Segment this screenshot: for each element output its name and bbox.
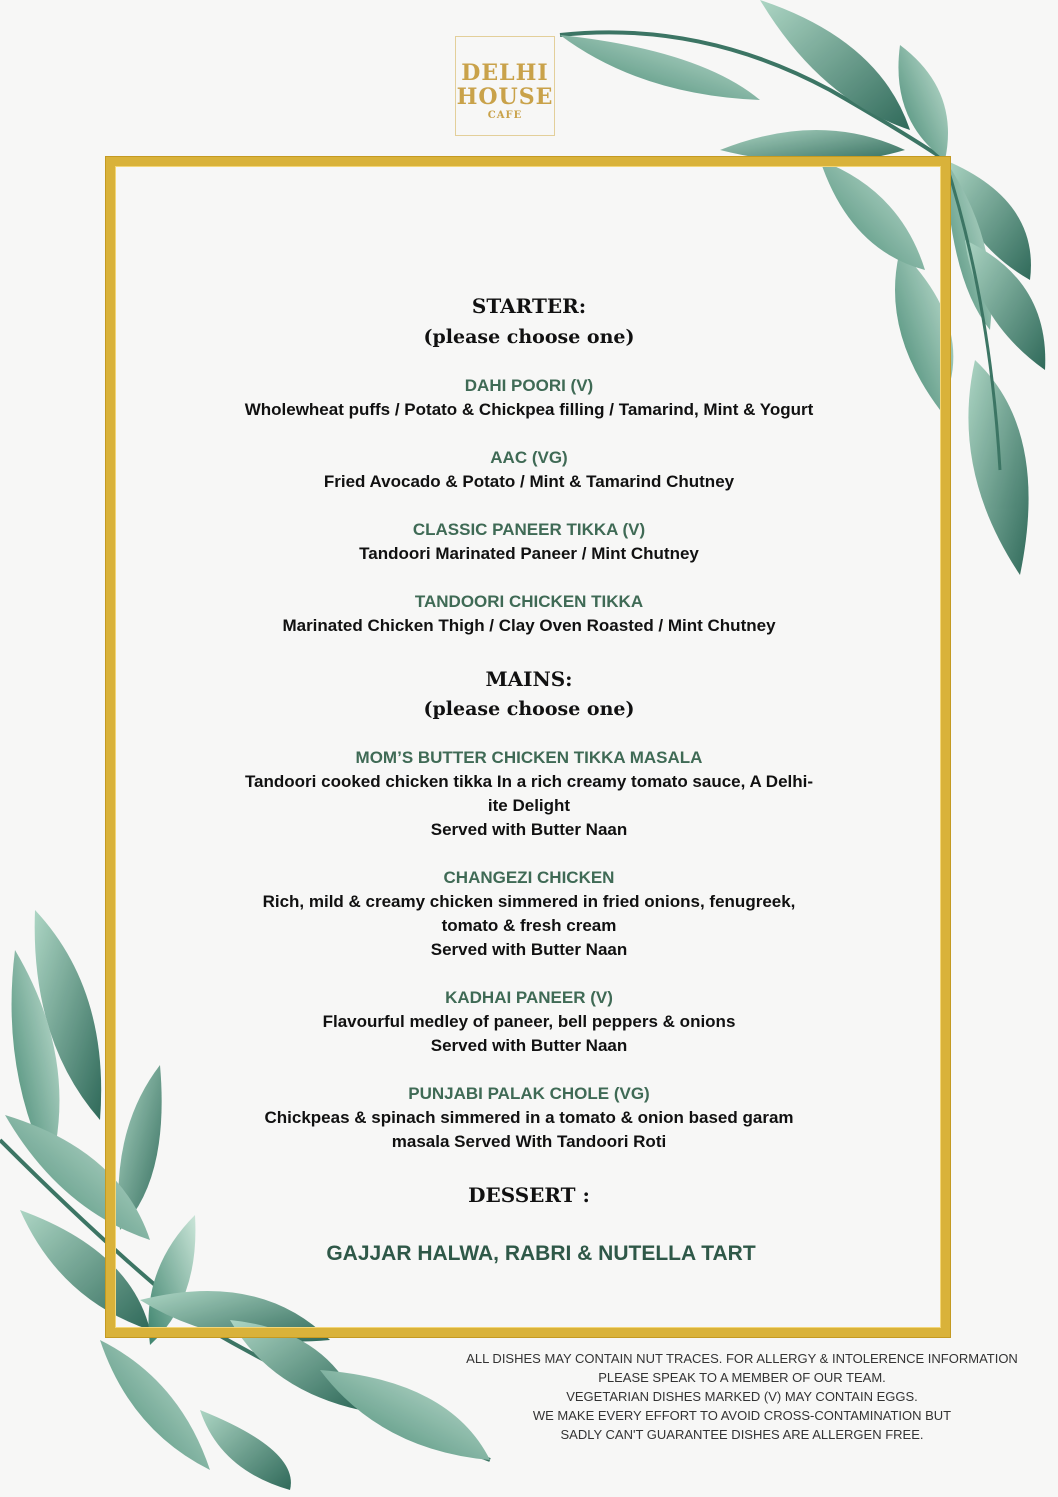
mains-item-desc: Chickpeas & spinach simmered in a tomato & onion based garam: [264, 1108, 794, 1127]
allergy-footer: [440, 1349, 1044, 1444]
logo-line-3: CAFE: [487, 110, 523, 121]
mains-item-desc: masala Served With Tandoori Roti: [391, 1132, 667, 1151]
mains-item-desc: Served with Butter Naan: [430, 1036, 628, 1055]
mains-item-name: CHANGEZI CHICKEN: [443, 868, 615, 887]
footer-line: PLEASE SPEAK TO A MEMBER OF OUR TEAM.: [598, 1370, 886, 1385]
starter-item-desc: Tandoori Marinated Paneer / Mint Chutney: [359, 544, 699, 563]
mains-item-desc: Served with Butter Naan: [430, 820, 628, 839]
mains-item-name: MOM’S BUTTER CHICKEN TIKKA MASALA: [355, 748, 703, 767]
footer-line: SADLY CAN'T GUARANTEE DISHES ARE ALLERGEN FREE.: [560, 1427, 924, 1442]
mains-item-desc: Served with Butter Naan: [430, 940, 628, 959]
mains-item-name: PUNJABI PALAK CHOLE (VG): [408, 1084, 650, 1103]
footer-line: ALL DISHES MAY CONTAIN NUT TRACES. FOR ALLERGY & INTOLERENCE INFORMATION: [466, 1351, 1018, 1366]
mains-item-desc: Flavourful medley of paneer, bell peppers & onions: [322, 1012, 736, 1031]
starter-item-name: AAC (VG): [490, 448, 568, 467]
mains-heading: MAINS:: [485, 667, 573, 691]
mains-item-desc: Rich, mild & creamy chicken simmered in fried onions, fenugreek,: [262, 892, 796, 911]
dessert-heading: DESSERT :: [468, 1183, 590, 1207]
starter-item-desc: Fried Avocado & Potato / Mint & Tamarind Chutney: [323, 472, 735, 491]
starter-subheading: (please choose one): [423, 326, 635, 348]
mains-item-desc: tomato & fresh cream: [441, 916, 617, 935]
starter-heading: STARTER:: [471, 294, 587, 318]
starter-item-name: CLASSIC PANEER TIKKA (V): [412, 520, 646, 539]
starter-item-desc: Marinated Chicken Thigh / Clay Oven Roasted / Mint Chutney: [282, 616, 776, 635]
logo-line-2: HOUSE: [456, 84, 554, 110]
mains-subheading: (please choose one): [423, 698, 635, 720]
mains-item-desc: ite Delight: [487, 796, 571, 815]
logo-line-1: DELHI: [461, 60, 549, 86]
footer-line: WE MAKE EVERY EFFORT TO AVOID CROSS-CONTAMINATION BUT: [532, 1408, 952, 1423]
dessert-item: GAJJAR HALWA, RABRI & NUTELLA TART: [326, 1242, 756, 1265]
mains-item-desc: Tandoori cooked chicken tikka In a rich creamy tomato sauce, A Delhi-: [244, 772, 814, 791]
mains-item-name: KADHAI PANEER (V): [445, 988, 613, 1007]
footer-line: VEGETARIAN DISHES MARKED (V) MAY CONTAIN EGGS.: [566, 1389, 918, 1404]
cafe-logo: [455, 36, 555, 136]
starter-item-desc: Wholewheat puffs / Potato & Chickpea filling / Tamarind, Mint & Yogurt: [244, 400, 814, 419]
starter-item-name: DAHI POORI (V): [464, 376, 594, 395]
starter-item-name: TANDOORI CHICKEN TIKKA: [414, 592, 644, 611]
